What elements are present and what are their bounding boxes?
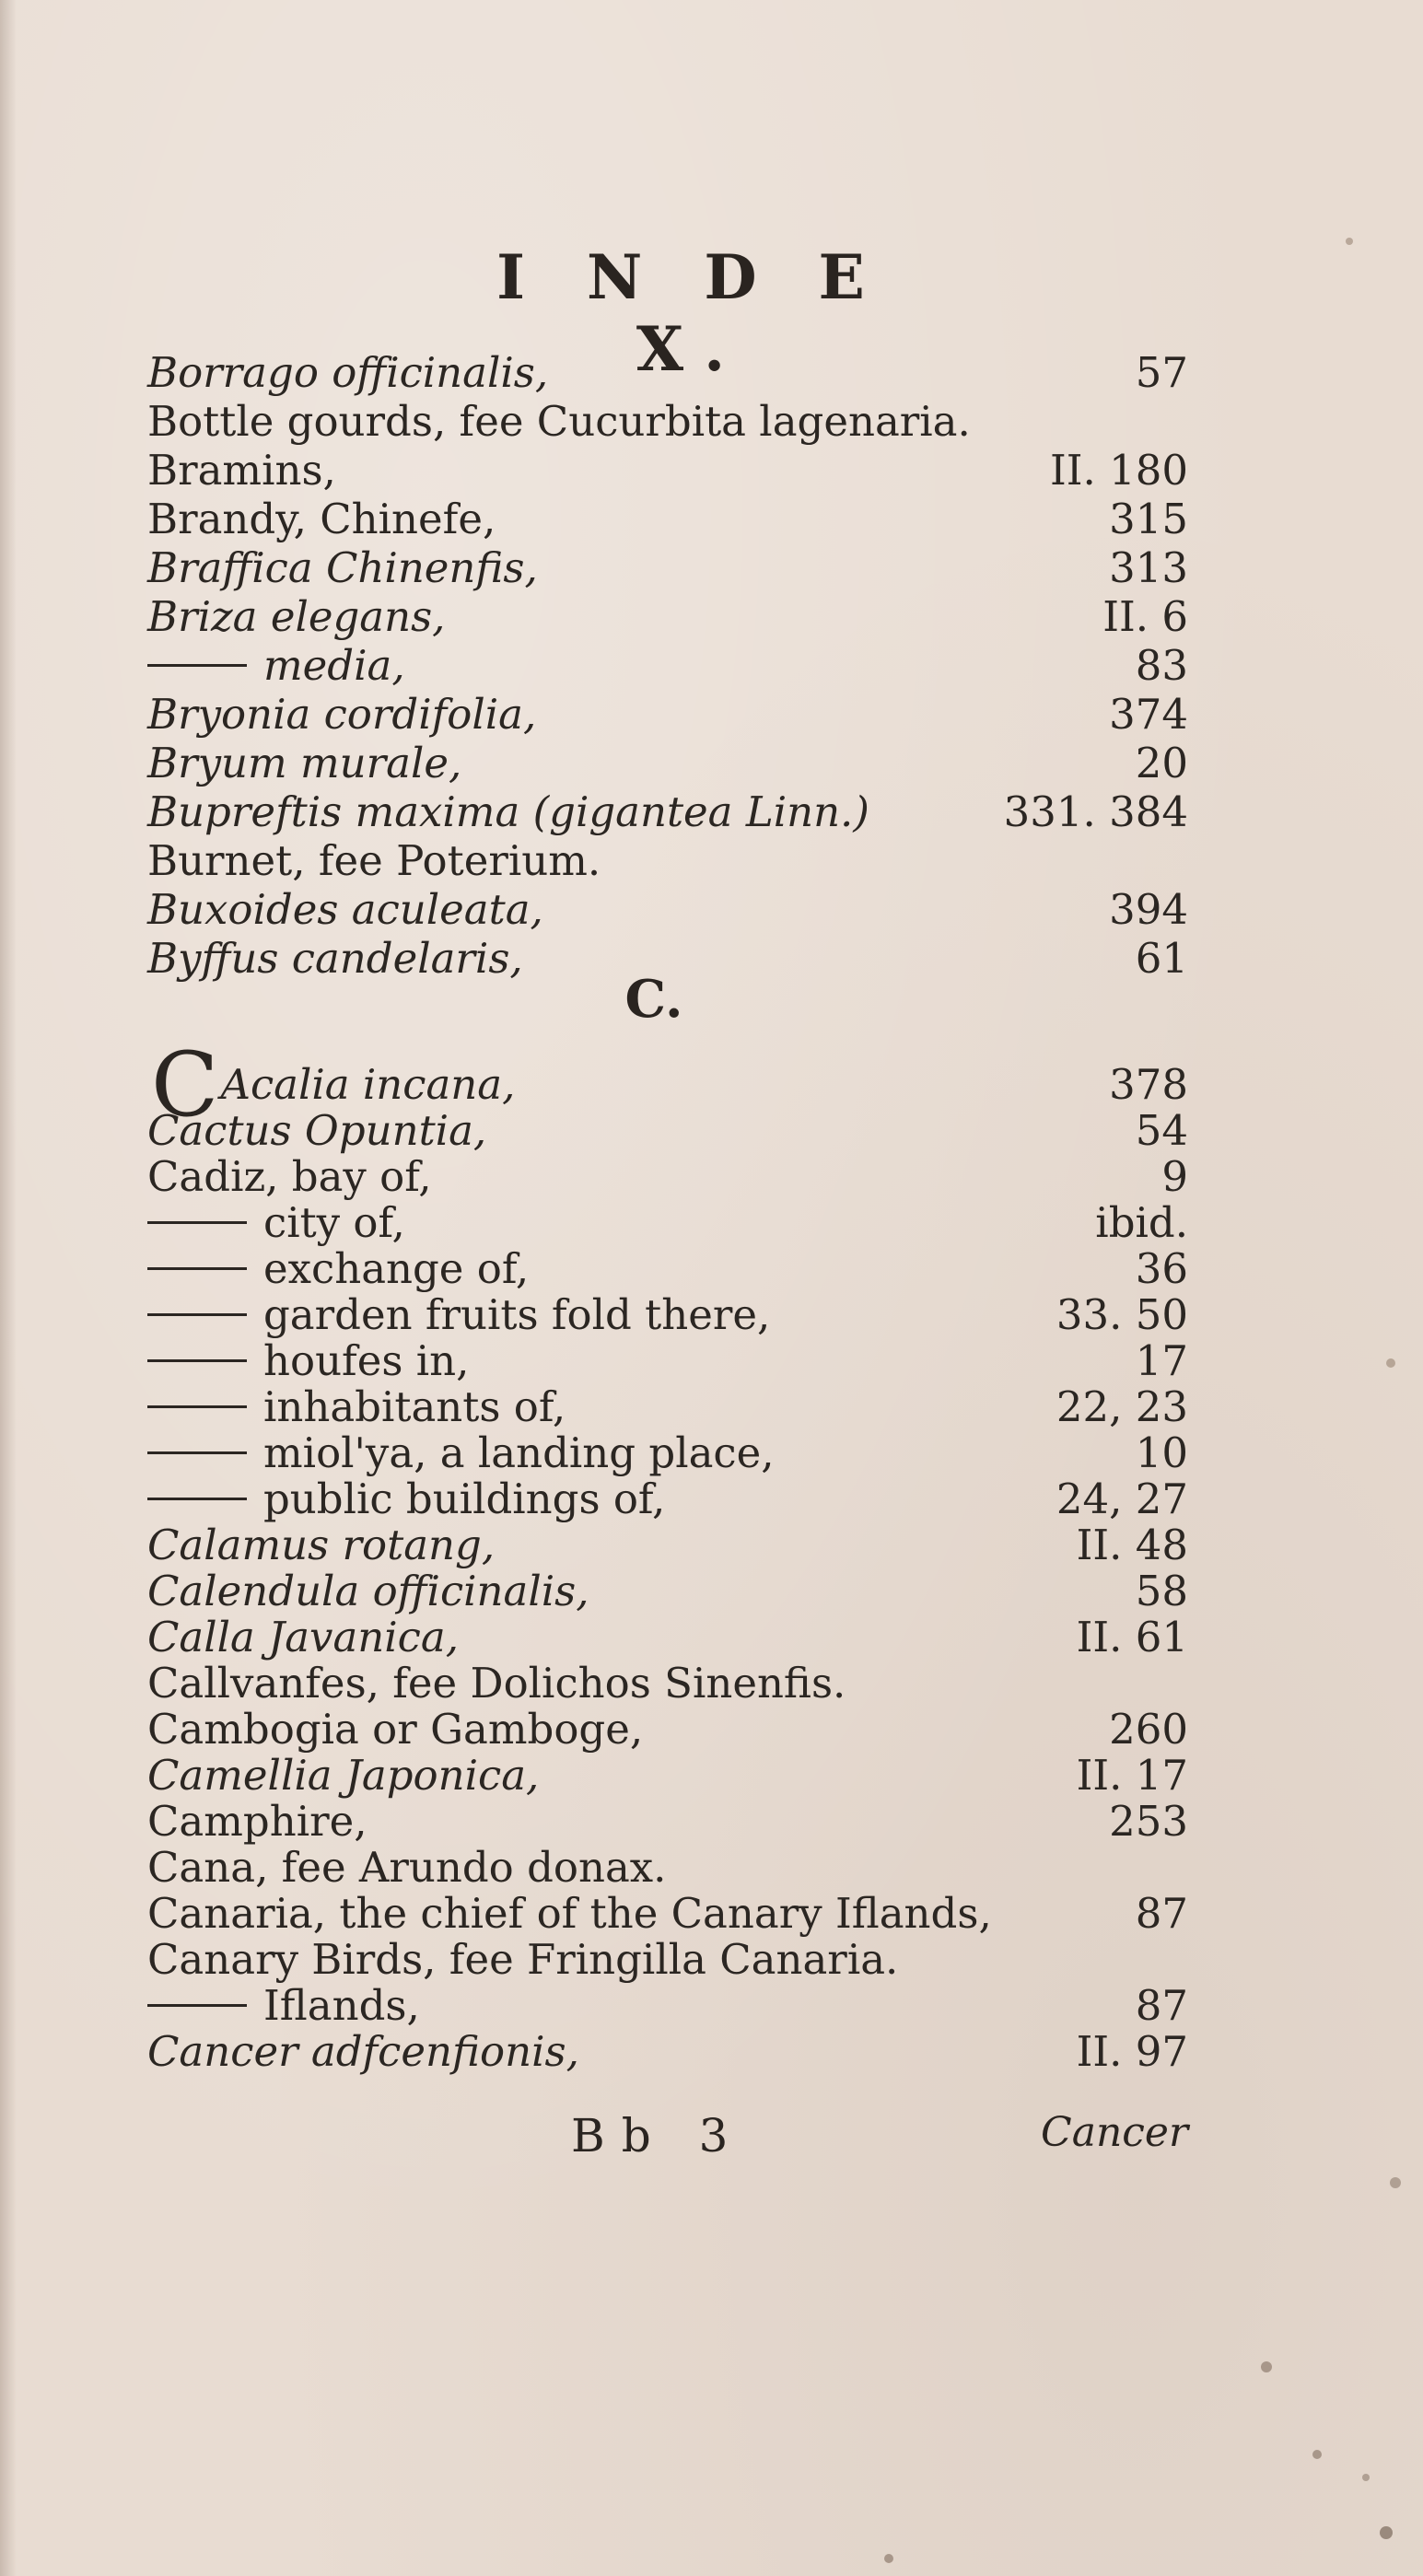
index-term-text: Buxoides aculeata, [147, 885, 543, 934]
index-term-text: Acalia incana, [220, 1060, 516, 1109]
index-term-text: Cadiz, bay of, [147, 1152, 432, 1201]
page-reference: 83 [1135, 641, 1188, 690]
signature-mark: Bb 3 [571, 2109, 745, 2162]
index-term-text: Briza elegans, [147, 592, 446, 641]
page-reference: II. 97 [1076, 2027, 1188, 2076]
index-term-text: Canaria, the chief of the Canary Iflands, [147, 1889, 992, 1938]
index-term-text: Cancer adfcenfionis, [147, 2027, 579, 2076]
page-reference: 315 [1109, 495, 1188, 543]
index-term-text: Cactus Opuntia, [147, 1106, 487, 1155]
index-term-text: Camellia Japonica, [147, 1751, 540, 1800]
index-term-text: Iflands, [263, 1981, 420, 2030]
index-term-text: Bupreftis maxima (gigantea Linn.) [147, 787, 869, 836]
index-term-text: Cambogia or Gamboge, [147, 1705, 644, 1754]
index-term-text: garden fruits fold there, [263, 1290, 771, 1339]
index-term-text: houfes in, [263, 1336, 470, 1385]
index-term-text: public buildings of, [263, 1474, 666, 1523]
page-reference: 394 [1109, 885, 1188, 934]
page-reference: 17 [1135, 1336, 1188, 1385]
page-reference: 24, 27 [1056, 1474, 1188, 1523]
index-term-text: Byffus candelaris, [147, 934, 523, 983]
index-term-text: Camphire, [147, 1797, 367, 1846]
page-reference: 58 [1135, 1567, 1188, 1615]
page-reference: 87 [1135, 1981, 1188, 2030]
drop-cap: C [151, 1033, 219, 1136]
index-term-text: miol'ya, a landing place, [263, 1428, 775, 1477]
page-reference: 331. 384 [1003, 787, 1188, 836]
index-term-text: city of, [263, 1198, 405, 1247]
catchword: Cancer [1041, 2109, 1188, 2156]
page-reference: 378 [1109, 1060, 1188, 1109]
page-reference: 20 [1135, 739, 1188, 787]
index-term-text: inhabitants of, [263, 1382, 566, 1431]
page-reference: II. 48 [1076, 1521, 1188, 1569]
index-term-text: Calla Javanica, [147, 1613, 460, 1661]
page-reference: 313 [1109, 543, 1188, 592]
index-term-text: Bryum murale, [147, 739, 462, 787]
page-reference: 57 [1135, 348, 1188, 397]
page-reference: II. 61 [1076, 1613, 1188, 1661]
index-term-text: Bryonia cordifolia, [147, 690, 537, 739]
index-term-text: Braffica Chinenfis, [147, 543, 538, 592]
index-term-text: Borrago officinalis, [147, 348, 549, 397]
page-reference: II. 180 [1049, 446, 1188, 495]
page-reference: 33. 50 [1056, 1290, 1188, 1339]
page-reference: 260 [1109, 1705, 1188, 1754]
index-term-text: Brandy, Chinefe, [147, 495, 496, 543]
page-reference: 253 [1109, 1797, 1188, 1846]
page-reference: 374 [1109, 690, 1188, 739]
page-reference: 22, 23 [1056, 1382, 1188, 1431]
index-term-text: Callvanfes, fee Dolichos Sinenfis. [147, 1659, 846, 1708]
index-term-text: Bottle gourds, fee Cucurbita lagenaria. [147, 397, 971, 446]
index-term-text: exchange of, [263, 1244, 530, 1293]
index-term-text: Bramins, [147, 446, 336, 495]
index-term-text: Burnet, fee Poterium. [147, 836, 601, 885]
index-term-text: Calamus rotang, [147, 1521, 496, 1569]
index-term-text: media, [263, 641, 405, 690]
index-term-text: Calendula officinalis, [147, 1567, 589, 1615]
page-reference: 87 [1135, 1889, 1188, 1938]
section-heading-c: C. [624, 969, 683, 1030]
page-reference: 10 [1135, 1428, 1188, 1477]
page-reference: 54 [1135, 1106, 1188, 1155]
page-reference: 36 [1135, 1244, 1188, 1293]
page-reference: II. 6 [1102, 592, 1188, 641]
page-reference: ibid. [1095, 1198, 1188, 1247]
index-term-text: Cana, fee Arundo donax. [147, 1843, 667, 1892]
page-reference: II. 17 [1076, 1751, 1188, 1800]
page-title: I N D E X. [496, 241, 885, 385]
page-reference: 9 [1161, 1152, 1188, 1201]
index-term-text: Canary Birds, fee Fringilla Canaria. [147, 1935, 899, 1984]
page-reference: 61 [1135, 934, 1188, 983]
